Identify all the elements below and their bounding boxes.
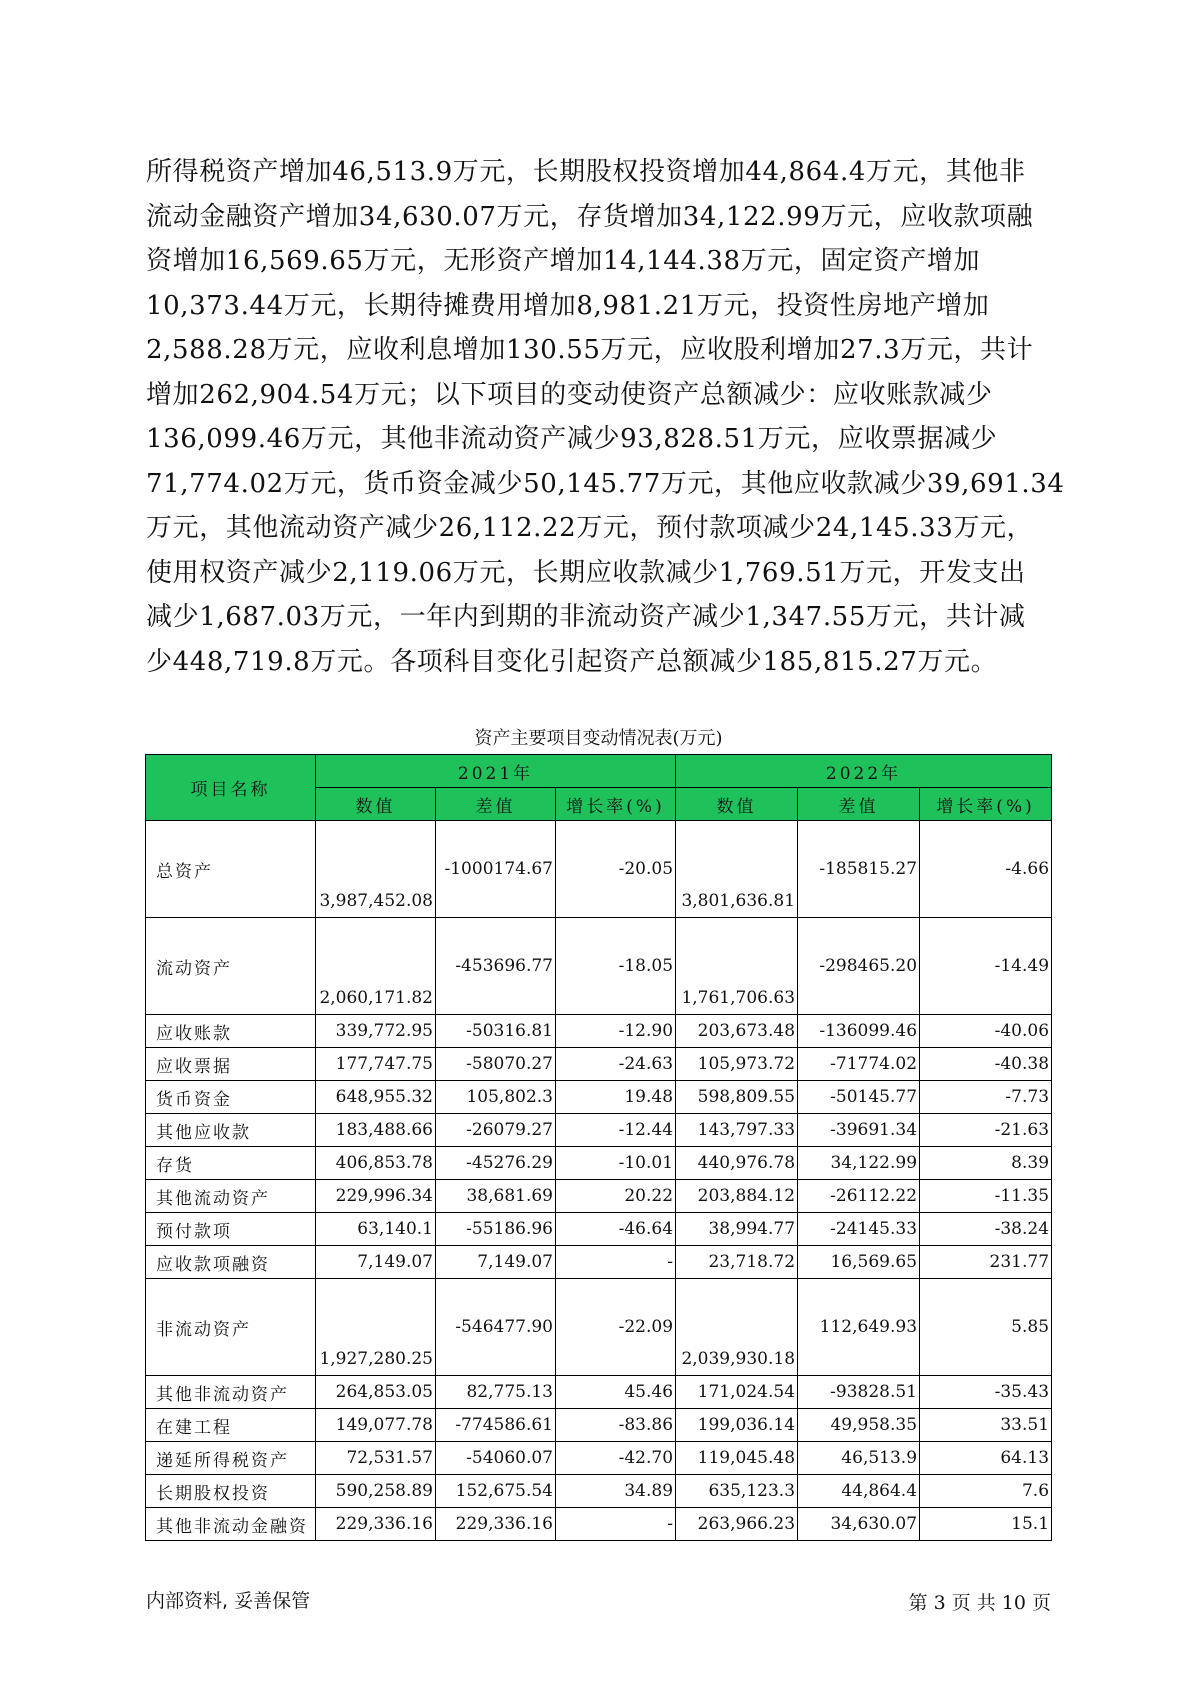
rate-2021-cell: -	[556, 1246, 676, 1279]
rate-2021-cell: 45.46	[556, 1376, 676, 1409]
table-row	[146, 1246, 1052, 1279]
rate-2021-cell: 34.89	[556, 1475, 676, 1508]
item-name-cell: 其他应收款	[146, 1114, 316, 1147]
item-name-cell: 存货	[146, 1147, 316, 1180]
paragraph-line: 增加262,904.54万元；以下项目的变动使资产总额减少：应收账款减少	[146, 379, 993, 410]
value-2022-cell: 263,966.23	[676, 1508, 798, 1541]
sub-header-rate: 增长率(%)	[556, 788, 676, 821]
sub-header-diff: 差值	[798, 788, 920, 821]
diff-2021-cell: -45276.29	[436, 1147, 556, 1180]
footer-page-number: 第 3 页 共 10 页	[908, 1592, 1051, 1614]
diff-2021-cell: -1000174.67	[436, 821, 556, 918]
table-row	[146, 1048, 1052, 1081]
diff-2022-cell: -71774.02	[798, 1048, 920, 1081]
value-2022-cell: 171,024.54	[676, 1376, 798, 1409]
diff-2021-cell: 7,149.07	[436, 1246, 556, 1279]
diff-2022-cell: -298465.20	[798, 918, 920, 1015]
sub-header-value: 数值	[316, 788, 436, 821]
rate-2022-cell: -4.66	[920, 821, 1052, 918]
value-2022-cell: 2,039,930.18	[676, 1279, 798, 1376]
paragraph-line: 136,099.46万元，其他非流动资产减少93,828.51万元，应收票据减少	[146, 424, 998, 454]
table-row	[146, 1180, 1052, 1213]
table-row	[146, 1147, 1052, 1180]
table-row	[146, 1081, 1052, 1114]
paragraph-line: 使用权资产减少2,119.06万元，长期应收款减少1,769.51万元，开发支出	[146, 557, 1026, 588]
table-row	[146, 1213, 1052, 1246]
diff-2021-cell: -453696.77	[436, 918, 556, 1015]
col-header-name: 项目名称	[146, 755, 316, 821]
rate-2022-cell: -38.24	[920, 1213, 1052, 1246]
paragraph-line: 资增加16,569.65万元，无形资产增加14,144.38万元，固定资产增加	[146, 246, 981, 276]
rate-2021-cell: -42.70	[556, 1442, 676, 1475]
value-2022-cell: 203,884.12	[676, 1180, 798, 1213]
value-2022-cell: 199,036.14	[676, 1409, 798, 1442]
value-2021-cell: 2,060,171.82	[316, 918, 436, 1015]
rate-2022-cell: 5.85	[920, 1279, 1052, 1376]
diff-2021-cell: -26079.27	[436, 1114, 556, 1147]
diff-2022-cell: 112,649.93	[798, 1279, 920, 1376]
table-row	[146, 1279, 1052, 1376]
diff-2021-cell: -50316.81	[436, 1015, 556, 1048]
value-2022-cell: 3,801,636.81	[676, 821, 798, 918]
body-paragraph	[146, 150, 1065, 684]
value-2021-cell: 7,149.07	[316, 1246, 436, 1279]
rate-2021-cell: -12.44	[556, 1114, 676, 1147]
table-row	[146, 1475, 1052, 1508]
table-row	[146, 1442, 1052, 1475]
value-2021-cell: 229,336.16	[316, 1508, 436, 1541]
item-name-cell: 在建工程	[146, 1409, 316, 1442]
diff-2022-cell: -185815.27	[798, 821, 920, 918]
rate-2022-cell: 8.39	[920, 1147, 1052, 1180]
rate-2022-cell: 7.6	[920, 1475, 1052, 1508]
rate-2022-cell: 33.51	[920, 1409, 1052, 1442]
rate-2021-cell: 20.22	[556, 1180, 676, 1213]
diff-2022-cell: 49,958.35	[798, 1409, 920, 1442]
diff-2021-cell: -58070.27	[436, 1048, 556, 1081]
table-row	[146, 1376, 1052, 1409]
sub-header-rate: 增长率(%)	[920, 788, 1052, 821]
paragraph-line: 万元，其他流动资产减少26,112.22万元，预付款项减少24,145.33万元，	[146, 513, 1034, 543]
diff-2022-cell: -50145.77	[798, 1081, 920, 1114]
rate-2022-cell: -40.06	[920, 1015, 1052, 1048]
paragraph-line: 所得税资产增加46,513.9万元，长期股权投资增加44,864.4万元，其他非	[146, 157, 1026, 187]
value-2021-cell: 183,488.66	[316, 1114, 436, 1147]
item-name-cell: 其他非流动金融资	[146, 1508, 316, 1541]
rate-2022-cell: -40.38	[920, 1048, 1052, 1081]
item-name-cell: 其他流动资产	[146, 1180, 316, 1213]
diff-2022-cell: 34,122.99	[798, 1147, 920, 1180]
value-2021-cell: 72,531.57	[316, 1442, 436, 1475]
item-name-cell: 长期股权投资	[146, 1475, 316, 1508]
value-2022-cell: 105,973.72	[676, 1048, 798, 1081]
diff-2021-cell: -774586.61	[436, 1409, 556, 1442]
value-2021-cell: 264,853.05	[316, 1376, 436, 1409]
sub-header-value: 数值	[676, 788, 798, 821]
diff-2022-cell: 46,513.9	[798, 1442, 920, 1475]
table-row	[146, 1015, 1052, 1048]
value-2021-cell: 406,853.78	[316, 1147, 436, 1180]
table-row	[146, 1114, 1052, 1147]
value-2021-cell: 339,772.95	[316, 1015, 436, 1048]
paragraph-line: 10,373.44万元，长期待摊费用增加8,981.21万元，投资性房地产增加	[146, 290, 990, 321]
item-name-cell: 流动资产	[146, 918, 316, 1015]
value-2022-cell: 203,673.48	[676, 1015, 798, 1048]
value-2021-cell: 149,077.78	[316, 1409, 436, 1442]
value-2022-cell: 635,123.3	[676, 1475, 798, 1508]
col-header-year-2022: 2022年	[676, 755, 1052, 788]
value-2021-cell: 590,258.89	[316, 1475, 436, 1508]
paragraph-line: 2,588.28万元，应收利息增加130.55万元，应收股利增加27.3万元，共计	[146, 335, 1034, 365]
value-2022-cell: 23,718.72	[676, 1246, 798, 1279]
diff-2021-cell: -55186.96	[436, 1213, 556, 1246]
value-2022-cell: 38,994.77	[676, 1213, 798, 1246]
rate-2021-cell: -18.05	[556, 918, 676, 1015]
value-2022-cell: 1,761,706.63	[676, 918, 798, 1015]
paragraph-line: 减少1,687.03万元，一年内到期的非流动资产减少1,347.55万元，共计减	[146, 602, 1026, 632]
rate-2022-cell: -21.63	[920, 1114, 1052, 1147]
rate-2021-cell: -22.09	[556, 1279, 676, 1376]
diff-2022-cell: -136099.46	[798, 1015, 920, 1048]
diff-2021-cell: -54060.07	[436, 1442, 556, 1475]
diff-2021-cell: 38,681.69	[436, 1180, 556, 1213]
diff-2021-cell: -546477.90	[436, 1279, 556, 1376]
diff-2022-cell: -26112.22	[798, 1180, 920, 1213]
diff-2022-cell: -24145.33	[798, 1213, 920, 1246]
table-row	[146, 918, 1052, 1015]
rate-2022-cell: -7.73	[920, 1081, 1052, 1114]
value-2021-cell: 177,747.75	[316, 1048, 436, 1081]
diff-2022-cell: -39691.34	[798, 1114, 920, 1147]
diff-2022-cell: 44,864.4	[798, 1475, 920, 1508]
table-row	[146, 821, 1052, 918]
footer-confidential-note: 内部资料, 妥善保管	[146, 1590, 311, 1612]
rate-2021-cell: -24.63	[556, 1048, 676, 1081]
rate-2021-cell: -20.05	[556, 821, 676, 918]
value-2021-cell: 648,955.32	[316, 1081, 436, 1114]
item-name-cell: 总资产	[146, 821, 316, 918]
rate-2022-cell: 231.77	[920, 1246, 1052, 1279]
rate-2022-cell: 64.13	[920, 1442, 1052, 1475]
rate-2021-cell: -12.90	[556, 1015, 676, 1048]
diff-2022-cell: -93828.51	[798, 1376, 920, 1409]
value-2022-cell: 119,045.48	[676, 1442, 798, 1475]
value-2021-cell: 1,927,280.25	[316, 1279, 436, 1376]
item-name-cell: 递延所得税资产	[146, 1442, 316, 1475]
diff-2021-cell: 229,336.16	[436, 1508, 556, 1541]
value-2022-cell: 143,797.33	[676, 1114, 798, 1147]
rate-2022-cell: -14.49	[920, 918, 1052, 1015]
value-2021-cell: 229,996.34	[316, 1180, 436, 1213]
value-2021-cell: 63,140.1	[316, 1213, 436, 1246]
rate-2021-cell: -10.01	[556, 1147, 676, 1180]
paragraph-line: 71,774.02万元，货币资金减少50,145.77万元，其他应收款减少39,691.34	[146, 468, 1065, 499]
value-2022-cell: 598,809.55	[676, 1081, 798, 1114]
diff-2021-cell: 152,675.54	[436, 1475, 556, 1508]
diff-2022-cell: 34,630.07	[798, 1508, 920, 1541]
paragraph-line: 流动金融资产增加34,630.07万元，存货增加34,122.99万元，应收款项融	[146, 201, 1034, 232]
rate-2022-cell: 15.1	[920, 1508, 1052, 1541]
value-2022-cell: 440,976.78	[676, 1147, 798, 1180]
rate-2021-cell: -83.86	[556, 1409, 676, 1442]
rate-2021-cell: -	[556, 1508, 676, 1541]
rate-2022-cell: -11.35	[920, 1180, 1052, 1213]
rate-2021-cell: 19.48	[556, 1081, 676, 1114]
item-name-cell: 其他非流动资产	[146, 1376, 316, 1409]
item-name-cell: 非流动资产	[146, 1279, 316, 1376]
item-name-cell: 预付款项	[146, 1213, 316, 1246]
item-name-cell: 应收账款	[146, 1015, 316, 1048]
table-row	[146, 1409, 1052, 1442]
item-name-cell: 应收票据	[146, 1048, 316, 1081]
table-row	[146, 1508, 1052, 1541]
rate-2022-cell: -35.43	[920, 1376, 1052, 1409]
table-caption: 资产主要项目变动情况表(万元)	[474, 728, 723, 749]
value-2021-cell: 3,987,452.08	[316, 821, 436, 918]
sub-header-diff: 差值	[436, 788, 556, 821]
item-name-cell: 货币资金	[146, 1081, 316, 1114]
diff-2021-cell: 105,802.3	[436, 1081, 556, 1114]
item-name-cell: 应收款项融资	[146, 1246, 316, 1279]
rate-2021-cell: -46.64	[556, 1213, 676, 1246]
diff-2021-cell: 82,775.13	[436, 1376, 556, 1409]
diff-2022-cell: 16,569.65	[798, 1246, 920, 1279]
asset-change-table	[145, 754, 1052, 1541]
paragraph-line: 少448,719.8万元。各项科目变化引起资产总额减少185,815.27万元。	[146, 646, 998, 677]
col-header-year-2021: 2021年	[316, 755, 676, 788]
